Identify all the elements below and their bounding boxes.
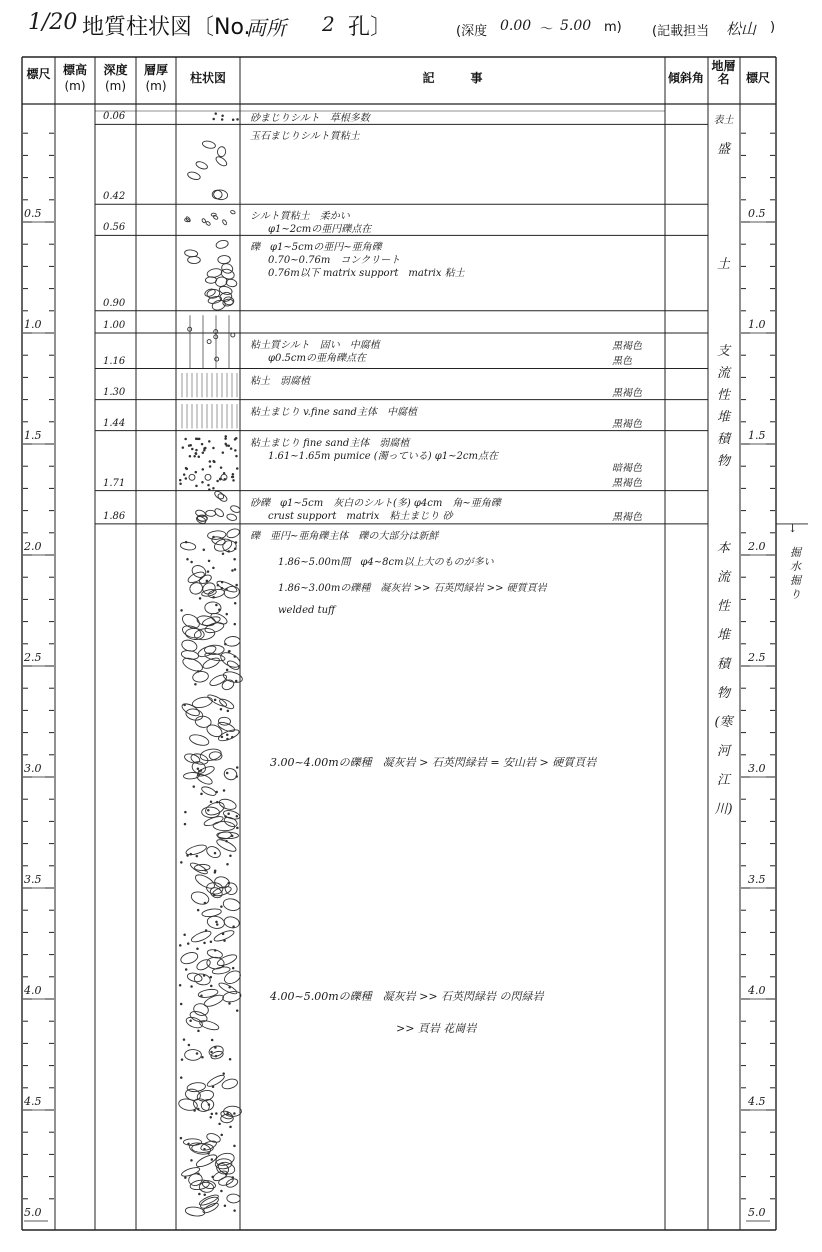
hole-number: 2 <box>322 12 335 36</box>
sheet-title: 地質柱状図〔No. <box>82 15 251 40</box>
deep-note-4-5m-cont: >> 頁岩 花崗岩 <box>396 1022 477 1035</box>
deep-note-4-5m: 4.00~5.00mの礫種 凝灰岩 >> 石英閃緑岩 の閃緑岩 <box>270 990 544 1003</box>
depth-value: 1.71 <box>103 477 126 489</box>
scale-tick-left: 4.5 <box>24 1095 42 1108</box>
scale-tick-right: 4.0 <box>748 984 766 997</box>
depth-from: 0.00 <box>500 18 532 34</box>
side-note-char: 水 <box>790 559 801 573</box>
layer-description: 砂まじりシルト 草根多数 <box>250 113 370 124</box>
layer-description: 礫 φ1~5cmの亜円~亜角礫 <box>250 242 382 254</box>
formation-topsoil: 表土 <box>713 115 734 126</box>
layer-description: 玉石まじりシルト質粘土 <box>250 131 360 143</box>
formation-char: 流 <box>716 365 730 381</box>
formation-char: 江 <box>716 773 730 789</box>
scale-tick-left: 2.5 <box>24 651 42 664</box>
scale-ratio: 1/20 <box>28 10 78 35</box>
header-column: 柱状図 <box>189 71 226 85</box>
layer-color: 暗褐色 <box>612 462 642 474</box>
hole-suffix: 孔〕 <box>348 15 393 40</box>
formation-char: (寒 <box>714 715 733 731</box>
formation-char: 本 <box>716 541 730 557</box>
formation-char: 支 <box>716 343 730 359</box>
formation-char: 盛 <box>716 141 730 157</box>
layer-color: 黒褐色 <box>612 340 642 352</box>
layer-description: 粘土まじり fine sand主体 弱腐植 <box>250 437 410 449</box>
depth-value: 1.30 <box>103 386 126 398</box>
side-note-char: 掘 <box>790 573 801 587</box>
scale-tick-left: 1.0 <box>24 318 42 331</box>
layer-description: 粘土質シルト 固い 中腐植 <box>250 340 380 351</box>
recorder-name: 松山 <box>726 20 757 38</box>
header-scale-right: 標尺 <box>745 71 770 85</box>
layer-description: welded tuff <box>278 604 336 616</box>
layer-description: 1.61~1.65m pumice (濁っている) φ1~2cm点在 <box>268 450 498 462</box>
scale-tick-left: 3.5 <box>24 873 42 886</box>
formation-char: 物 <box>716 686 730 702</box>
formation-char: 物 <box>716 453 730 469</box>
recorder-close: ) <box>770 20 776 35</box>
depth-value: 0.90 <box>103 297 126 309</box>
header-dip: 傾斜角 <box>667 71 704 85</box>
layer-description: 砂礫 φ1~5cm 灰白のシルト(多) φ4cm 角~亜角礫 <box>250 497 501 509</box>
scale-tick-left: 0.5 <box>24 207 42 220</box>
formation-char: 河 <box>716 744 730 760</box>
depth-value: 1.16 <box>103 355 126 367</box>
header-depth-unit: (m) <box>104 79 127 93</box>
layer-color: 黒褐色 <box>612 477 642 489</box>
depth-value: 0.56 <box>103 222 126 234</box>
scale-tick-right: 0.5 <box>748 207 766 220</box>
header-thickness: 層厚 <box>143 63 168 77</box>
depth-separator: ～ <box>540 22 554 37</box>
layer-description: 0.76m以下 matrix support matrix 粘土 <box>268 268 465 280</box>
depth-to: 5.00 <box>560 18 592 34</box>
layer-color: 黒褐色 <box>612 511 642 523</box>
formation-char: 積 <box>716 657 730 673</box>
layer-description: crust support matrix 粘土まじり 砂 <box>268 510 453 522</box>
scale-tick-left: 2.0 <box>24 540 42 553</box>
depth-unit: m) <box>604 20 622 35</box>
depth-value: 1.00 <box>103 320 126 331</box>
formation-char: 川) <box>714 802 733 818</box>
layer-description: シルト質粘土 柔かい <box>250 211 350 223</box>
scale-tick-right: 2.5 <box>748 651 766 664</box>
layer-description: 粘土まじり v.fine sand主体 中腐植 <box>250 406 417 418</box>
formation-char: 堆 <box>716 628 730 644</box>
layer-description: φ1~2cmの亜円礫点在 <box>268 224 372 236</box>
depth-value: 0.42 <box>103 191 126 203</box>
formation-char: 流 <box>716 570 730 586</box>
scale-tick-right: 1.5 <box>748 429 766 442</box>
header-formation: 地層名 <box>711 59 736 86</box>
header-elevation: 標高 <box>62 63 87 77</box>
scale-tick-right: 4.5 <box>748 1095 766 1108</box>
depth-prefix: (深度 <box>456 24 488 39</box>
depth-value: 0.06 <box>103 111 126 123</box>
layer-color: 黒色 <box>612 355 632 367</box>
header-depth: 深度 <box>103 63 128 77</box>
side-note-arrow: ↓ <box>788 521 798 535</box>
scale-tick-right: 5.0 <box>748 1206 766 1219</box>
scale-tick-left: 1.5 <box>24 429 42 442</box>
side-note-char: 掘 <box>790 545 801 559</box>
layer-description: 礫 亜円~亜角礫主体 礫の大部分は新鮮 <box>250 530 439 542</box>
scale-tick-right: 2.0 <box>748 540 766 553</box>
header-thickness-unit: (m) <box>145 79 167 93</box>
deep-note-3-4m: 3.00~4.00mの礫種 凝灰岩 > 石英閃緑岩 = 安山岩 > 硬質頁岩 <box>270 756 597 769</box>
layer-color: 黒褐色 <box>612 387 642 399</box>
scale-tick-right: 1.0 <box>748 318 766 331</box>
formation-char: 堆 <box>716 409 730 425</box>
scale-tick-left: 3.0 <box>24 762 42 775</box>
scale-tick-left: 4.0 <box>24 984 42 997</box>
header-description: 記 事 <box>422 71 483 85</box>
formation-char: 性 <box>716 599 730 615</box>
scale-tick-right: 3.0 <box>748 762 766 775</box>
depth-value: 1.44 <box>103 417 126 429</box>
header-elevation-unit: (m) <box>64 79 86 93</box>
layer-description: 1.86~3.00mの礫種 凝灰岩 >> 石英閃緑岩 >> 硬質頁岩 <box>278 582 547 594</box>
scale-tick-left: 5.0 <box>24 1206 42 1219</box>
formation-char: 性 <box>716 387 730 403</box>
scale-tick-right: 3.5 <box>748 873 766 886</box>
layer-description: 0.70~0.76m コンクリート <box>268 255 401 267</box>
recorder-label: (記載担当 <box>652 24 710 39</box>
depth-value: 1.86 <box>103 510 126 522</box>
layer-description: 1.86~5.00m間 φ4~8cm以上大のものが多い <box>278 556 494 568</box>
layer-description: φ0.5cmの亜角礫点在 <box>268 353 366 364</box>
layer-description: 粘土 弱腐植 <box>250 375 310 387</box>
hole-name: 両所 <box>246 16 286 40</box>
formation-char: 積 <box>716 431 730 447</box>
header-scale-left: 標尺 <box>26 67 51 81</box>
side-note-char: り <box>790 587 801 601</box>
layer-color: 黒褐色 <box>612 418 642 430</box>
formation-char: 土 <box>716 256 730 272</box>
